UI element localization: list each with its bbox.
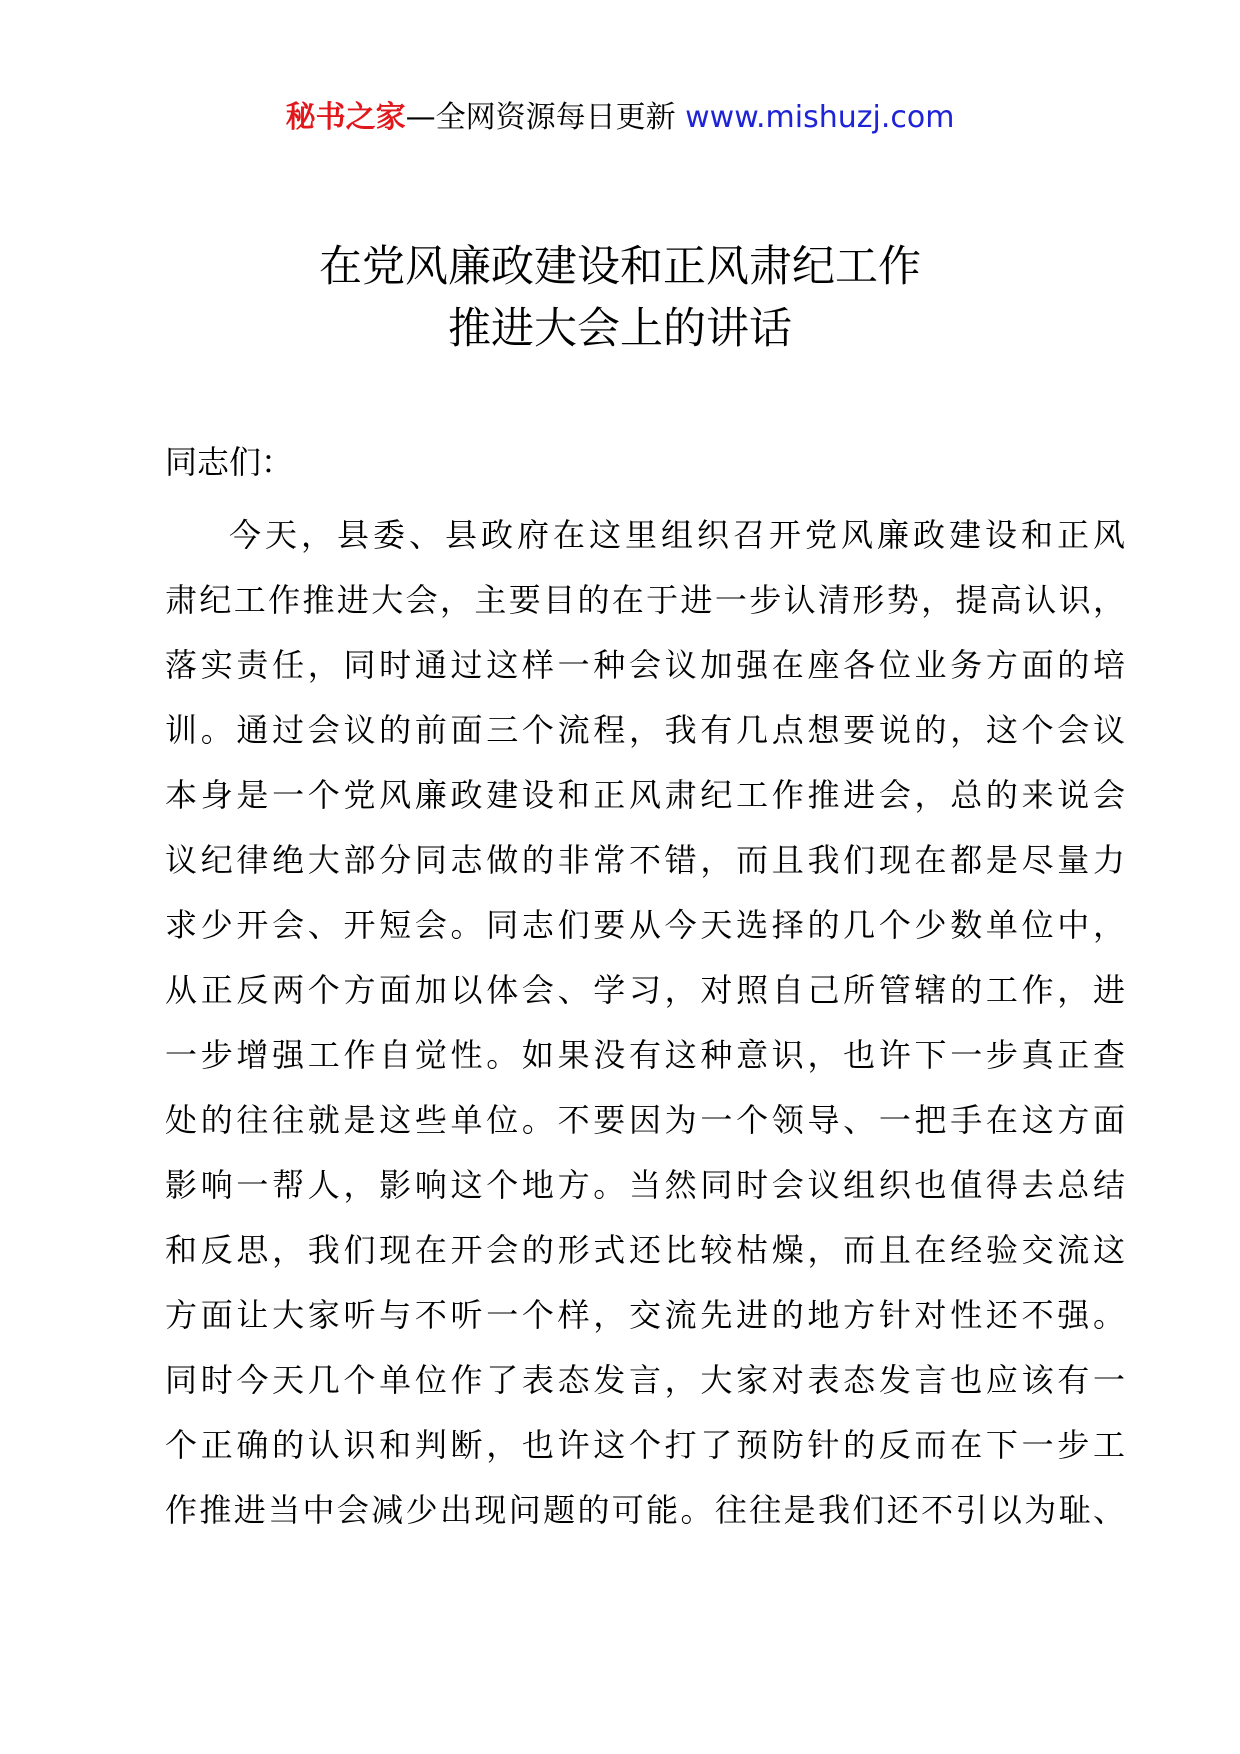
body-line: 同时今天几个单位作了表态发言，大家对表态发言也应该有一	[165, 1361, 1125, 1399]
salutation: 同志们：	[165, 443, 294, 481]
body-line: 肃纪工作推进大会，主要目的在于进一步认清形势，提高认识，	[165, 581, 1125, 619]
body-line: 方面让大家听与不听一个样，交流先进的地方针对性还不强。	[165, 1296, 1125, 1334]
document-title	[0, 236, 1240, 360]
site-tagline: —全网资源每日更新	[405, 100, 676, 135]
body-line: 今天，县委、县政府在这里组织召开党风廉政建设和正风	[229, 516, 1125, 554]
body-line: 训。通过会议的前面三个流程，我有几点想要说的，这个会议	[165, 711, 1125, 749]
site-url-link[interactable]: www.mishuzj.com	[685, 100, 955, 135]
body-line: 个正确的认识和判断，也许这个打了预防针的反而在下一步工	[165, 1426, 1125, 1464]
body-line: 求少开会、开短会。同志们要从今天选择的几个少数单位中，	[165, 906, 1125, 944]
body-line: 落实责任，同时通过这样一种会议加强在座各位业务方面的培	[165, 646, 1125, 684]
body-line: 一步增强工作自觉性。如果没有这种意识，也许下一步真正查	[165, 1036, 1125, 1074]
title-line: 推进大会上的讲话	[448, 304, 792, 354]
body-line: 作推进当中会减少出现问题的可能。往往是我们还不引以为耻、	[165, 1491, 1125, 1529]
site-brand: 秘书之家	[285, 100, 406, 135]
title-line: 在党风廉政建设和正风肃纪工作	[319, 242, 921, 292]
speech-body	[165, 503, 1125, 1543]
body-line: 议纪律绝大部分同志做的非常不错，而且我们现在都是尽量力	[165, 841, 1125, 879]
body-line: 从正反两个方面加以体会、学习，对照自己所管辖的工作，进	[165, 971, 1125, 1009]
body-line: 本身是一个党风廉政建设和正风肃纪工作推进会，总的来说会	[165, 776, 1125, 814]
body-line: 和反思，我们现在开会的形式还比较枯燥，而且在经验交流这	[165, 1231, 1125, 1269]
site-header	[0, 98, 1240, 138]
body-line: 处的往往就是这些单位。不要因为一个领导、一把手在这方面	[165, 1101, 1125, 1139]
body-line: 影响一帮人，影响这个地方。当然同时会议组织也值得去总结	[165, 1166, 1125, 1204]
